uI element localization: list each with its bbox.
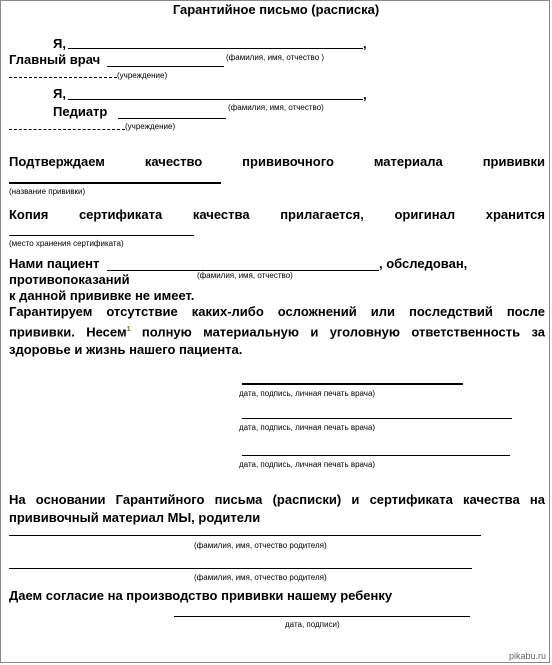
doctor-institution-hint: (учреждение) [117, 71, 168, 80]
certificate-word: оригинал [394, 207, 456, 222]
confirm-word: прививочного [242, 154, 334, 169]
pediatr-name-line [68, 99, 363, 100]
patient-examined: , обследован, [379, 256, 468, 271]
consent-signature-hint: дата, подписи) [285, 620, 340, 629]
pediatr-comma: , [363, 87, 367, 102]
doctor-role: Главный врач [9, 52, 101, 67]
parent-name-line-1 [9, 535, 481, 536]
confirm-word: качество [144, 154, 203, 169]
certificate-word: хранится [485, 207, 545, 222]
certificate-word: прилагается, [280, 207, 364, 222]
consent-signature-line [174, 616, 470, 617]
certificate-word: Копия [9, 207, 49, 222]
vaccine-name-line [9, 182, 221, 184]
doctor-role-line [107, 66, 224, 67]
pediatr-name-hint: (фамилия, имя, отчество) [228, 103, 324, 112]
doctor-comma: , [363, 36, 367, 51]
pediatr-role-line [118, 118, 226, 119]
certificate-location-hint: (место хранения сертификата) [9, 239, 124, 248]
doctor-signature-line-1 [242, 383, 463, 385]
guarantee-line-2 [9, 321, 545, 341]
guarantee-paragraph [9, 303, 545, 359]
signature-hint-3: дата, подпись, личная печать врача) [239, 460, 376, 469]
parent-name-line-2 [9, 568, 472, 569]
pediatr-role: Педиатр [53, 104, 108, 119]
doctor-signature-line-3 [242, 455, 510, 456]
confirm-line [9, 154, 545, 169]
document-title: Гарантийное письмо (расписка) [172, 2, 380, 17]
parents-line-2: прививочный материал МЫ, родители [9, 510, 261, 525]
doctor-signature-line-2 [242, 418, 512, 419]
watermark: pikabu.ru [508, 651, 546, 661]
parent-name-hint-2: (фамилия, имя, отчество родителя) [194, 573, 327, 582]
parents-paragraph [9, 491, 545, 527]
guarantee-line-1: Гарантируем отсутствие каких-либо осложнений или последствий после [9, 304, 545, 319]
footnote-mark: 1 [126, 326, 131, 333]
pediatr-institution-hint: (учреждение) [125, 122, 176, 131]
no-contraindications-text: к данной прививке не имеет. [9, 288, 195, 303]
parents-line-1: На основании Гарантийного письма (расписки) и сертификата качества на [9, 492, 545, 507]
certificate-location-line [9, 235, 194, 236]
vaccine-name-hint: (название прививки) [9, 187, 86, 196]
guarantee-line-2b: полную материальную и уголовную ответственность за [130, 324, 545, 340]
doctor-institution-line [9, 77, 117, 78]
certificate-line [9, 207, 545, 222]
contraindications-label: противопоказаний [9, 272, 130, 287]
pediatr-ya: Я, [53, 86, 66, 101]
pediatr-institution-line [9, 129, 125, 130]
guarantee-line-3: здоровье и жизнь нашего пациента. [9, 342, 243, 358]
patient-name-hint: (фамилия, имя, отчество) [197, 271, 293, 280]
certificate-word: качества [192, 207, 250, 222]
consent-text: Даем согласие на производство прививки нашему ребенку [9, 588, 393, 603]
doctor-ya: Я, [53, 36, 66, 51]
guarantee-line-2a: прививки. Несем [9, 324, 127, 340]
signature-hint-2: дата, подпись, личная печать врача) [239, 423, 376, 432]
confirm-word: Подтверждаем [9, 154, 105, 169]
doctor-name-hint: (фамилия, имя, отчество ) [226, 53, 325, 62]
certificate-word: сертификата [78, 207, 163, 222]
signature-hint-1: дата, подпись, личная печать врача) [239, 389, 376, 398]
doctor-name-line [68, 48, 363, 49]
confirm-word: прививки [482, 154, 545, 169]
confirm-word: материала [373, 154, 443, 169]
parent-name-hint-1: (фамилия, имя, отчество родителя) [194, 541, 327, 550]
patient-lead: Нами пациент [9, 256, 100, 271]
